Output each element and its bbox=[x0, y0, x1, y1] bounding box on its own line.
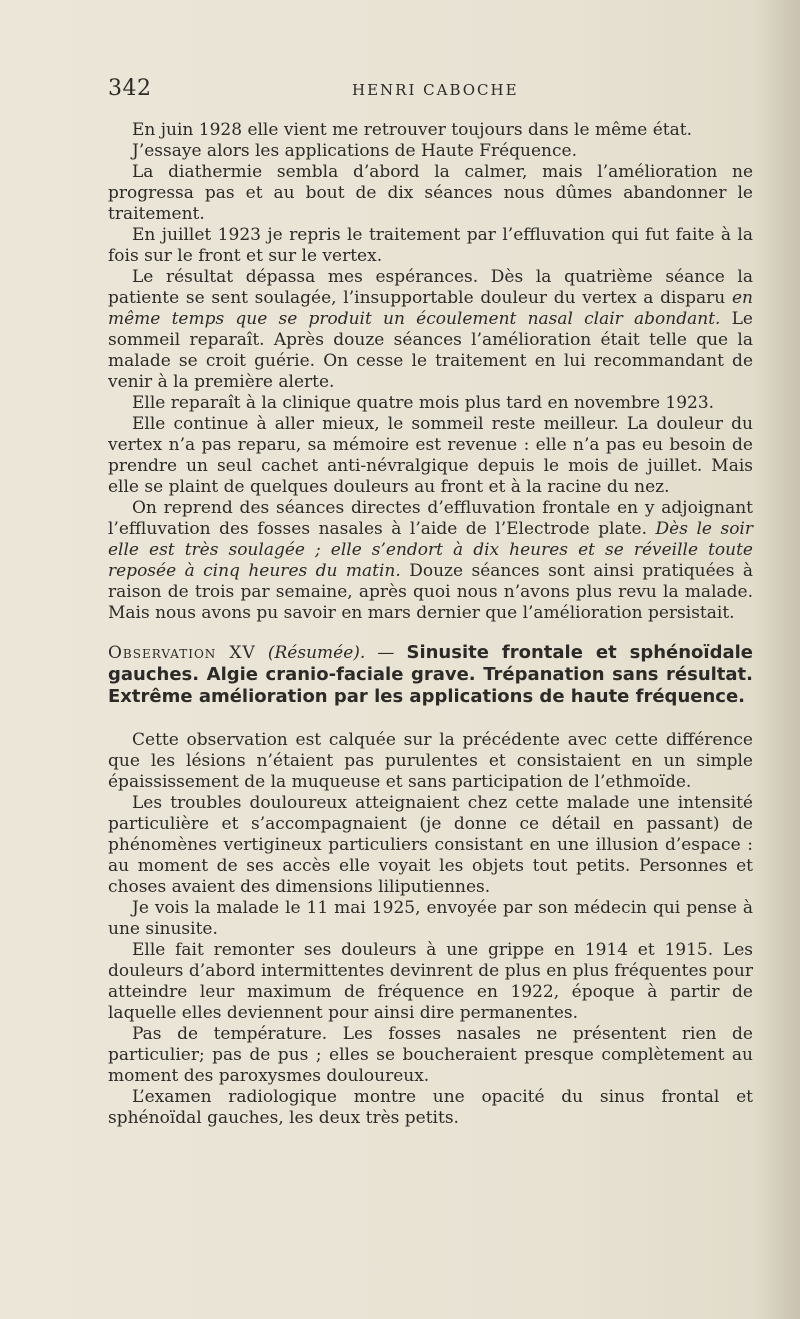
page-number: 342 bbox=[108, 76, 152, 101]
paragraph bbox=[108, 498, 753, 624]
paragraph-italic: en même temps que se produit un écoulement nasal clair abondant. bbox=[108, 288, 753, 329]
paragraph: Cette observation est calquée sur la précédente avec cette différence que les lésions n’étaient pas purulentes et consistaient en un simple épaississement de la muqueuse et sans participation de l’ethmoïde. bbox=[108, 730, 753, 792]
paragraph: Elle reparaît à la clinique quatre mois plus tard en novembre 1923. bbox=[132, 393, 715, 413]
observation-heading bbox=[108, 642, 753, 708]
paragraph: Je vois la malade le 11 mai 1925, envoyée par son médecin qui pense à une sinusite. bbox=[108, 898, 753, 939]
paragraph-text: On reprend des séances directes d’effluvation frontale en y adjoignant l’effluvation des fosses nasales à l’aide de l’Electrode plate. bbox=[108, 498, 753, 539]
paragraph-text: Douze séances sont ainsi pratiquées à raison de trois par semaine, après quoi nous n’avons plus revu la malade. Mais nous avons pu savoir en mars dernier que l’amélioration persistait. bbox=[108, 561, 754, 623]
paragraph: Elle continue à aller mieux, le sommeil reste meilleur. La douleur du vertex n’a pas reparu, sa mémoire est revenue : elle n’a pas eu besoin de prendre un seul cachet anti-névralgique depuis le mois de juillet. Mais elle se plaint de quelques douleurs au front et à la racine du nez. bbox=[108, 414, 753, 497]
paragraph: Les troubles douloureux atteignaient chez cette malade une intensité particulière et s’accompagnaient (je donne ce détail en passant) de phénomènes vertigineux particuliers consistant en une illusion d’espace : au moment de ses accès elle voyait les objets tout petits. Personnes et choses avaient des dimensions liliputiennes. bbox=[108, 793, 753, 897]
running-head: HENRI CABOCHE bbox=[352, 81, 519, 99]
observation-label: Observation XV bbox=[108, 643, 256, 663]
page-body bbox=[108, 120, 753, 1129]
page-header bbox=[108, 76, 758, 104]
paragraph: J’essaye alors les applications de Haute Fréquence. bbox=[132, 141, 577, 161]
paragraph bbox=[108, 267, 753, 393]
paragraph-text: Le sommeil reparaît. Après douze séances l’amélioration était telle que la malade se croit guérie. On cesse le traitement en lui recommandant de venir à la première alerte. bbox=[108, 309, 753, 392]
observation-resumee: (Résumée). bbox=[267, 643, 366, 663]
paragraph: En juin 1928 elle vient me retrouver toujours dans le même état. bbox=[132, 120, 692, 140]
paragraph: En juillet 1923 je repris le traitement par l’effluvation qui fut faite à la fois sur le front et sur le vertex. bbox=[108, 225, 753, 266]
paragraph: Elle fait remonter ses douleurs à une grippe en 1914 et 1915. Les douleurs d’abord intermittentes devinrent de plus en plus fréquentes pour atteindre leur maximum de fréquence en 1922, époque à partir de laquelle elles deviennent pour ainsi dire permanentes. bbox=[108, 940, 753, 1023]
paragraph: L’examen radiologique montre une opacité du sinus frontal et sphénoïdal gauches, les deux très petits. bbox=[108, 1087, 753, 1128]
paragraph: Pas de température. Les fosses nasales ne présentent rien de particulier; pas de pus ; elles se boucheraient presque complètement au moment des paroxysmes douloureux. bbox=[108, 1024, 753, 1086]
observation-dash: — bbox=[365, 643, 407, 663]
paragraph-italic: Dès le soir elle est très soulagée ; elle s’endort à dix heures et se réveille toute reposée à cinq heures du matin. bbox=[108, 519, 753, 581]
paragraph-text: Le résultat dépassa mes espérances. Dès la quatrième séance la patiente se sent soulagée, l’insupportable douleur du vertex a disparu bbox=[108, 267, 753, 308]
section-spacer bbox=[108, 708, 753, 730]
paragraph: La diathermie sembla d’abord la calmer, mais l’amélioration ne progressa pas et au bout de dix séances nous dûmes abandonner le traitement. bbox=[108, 162, 753, 224]
observation-title: Sinusite frontale et sphénoïdale gauches. Algie cranio-faciale grave. Trépanation sans résultat. Extrême amélioration par les applications de haute fréquence. bbox=[108, 642, 753, 707]
